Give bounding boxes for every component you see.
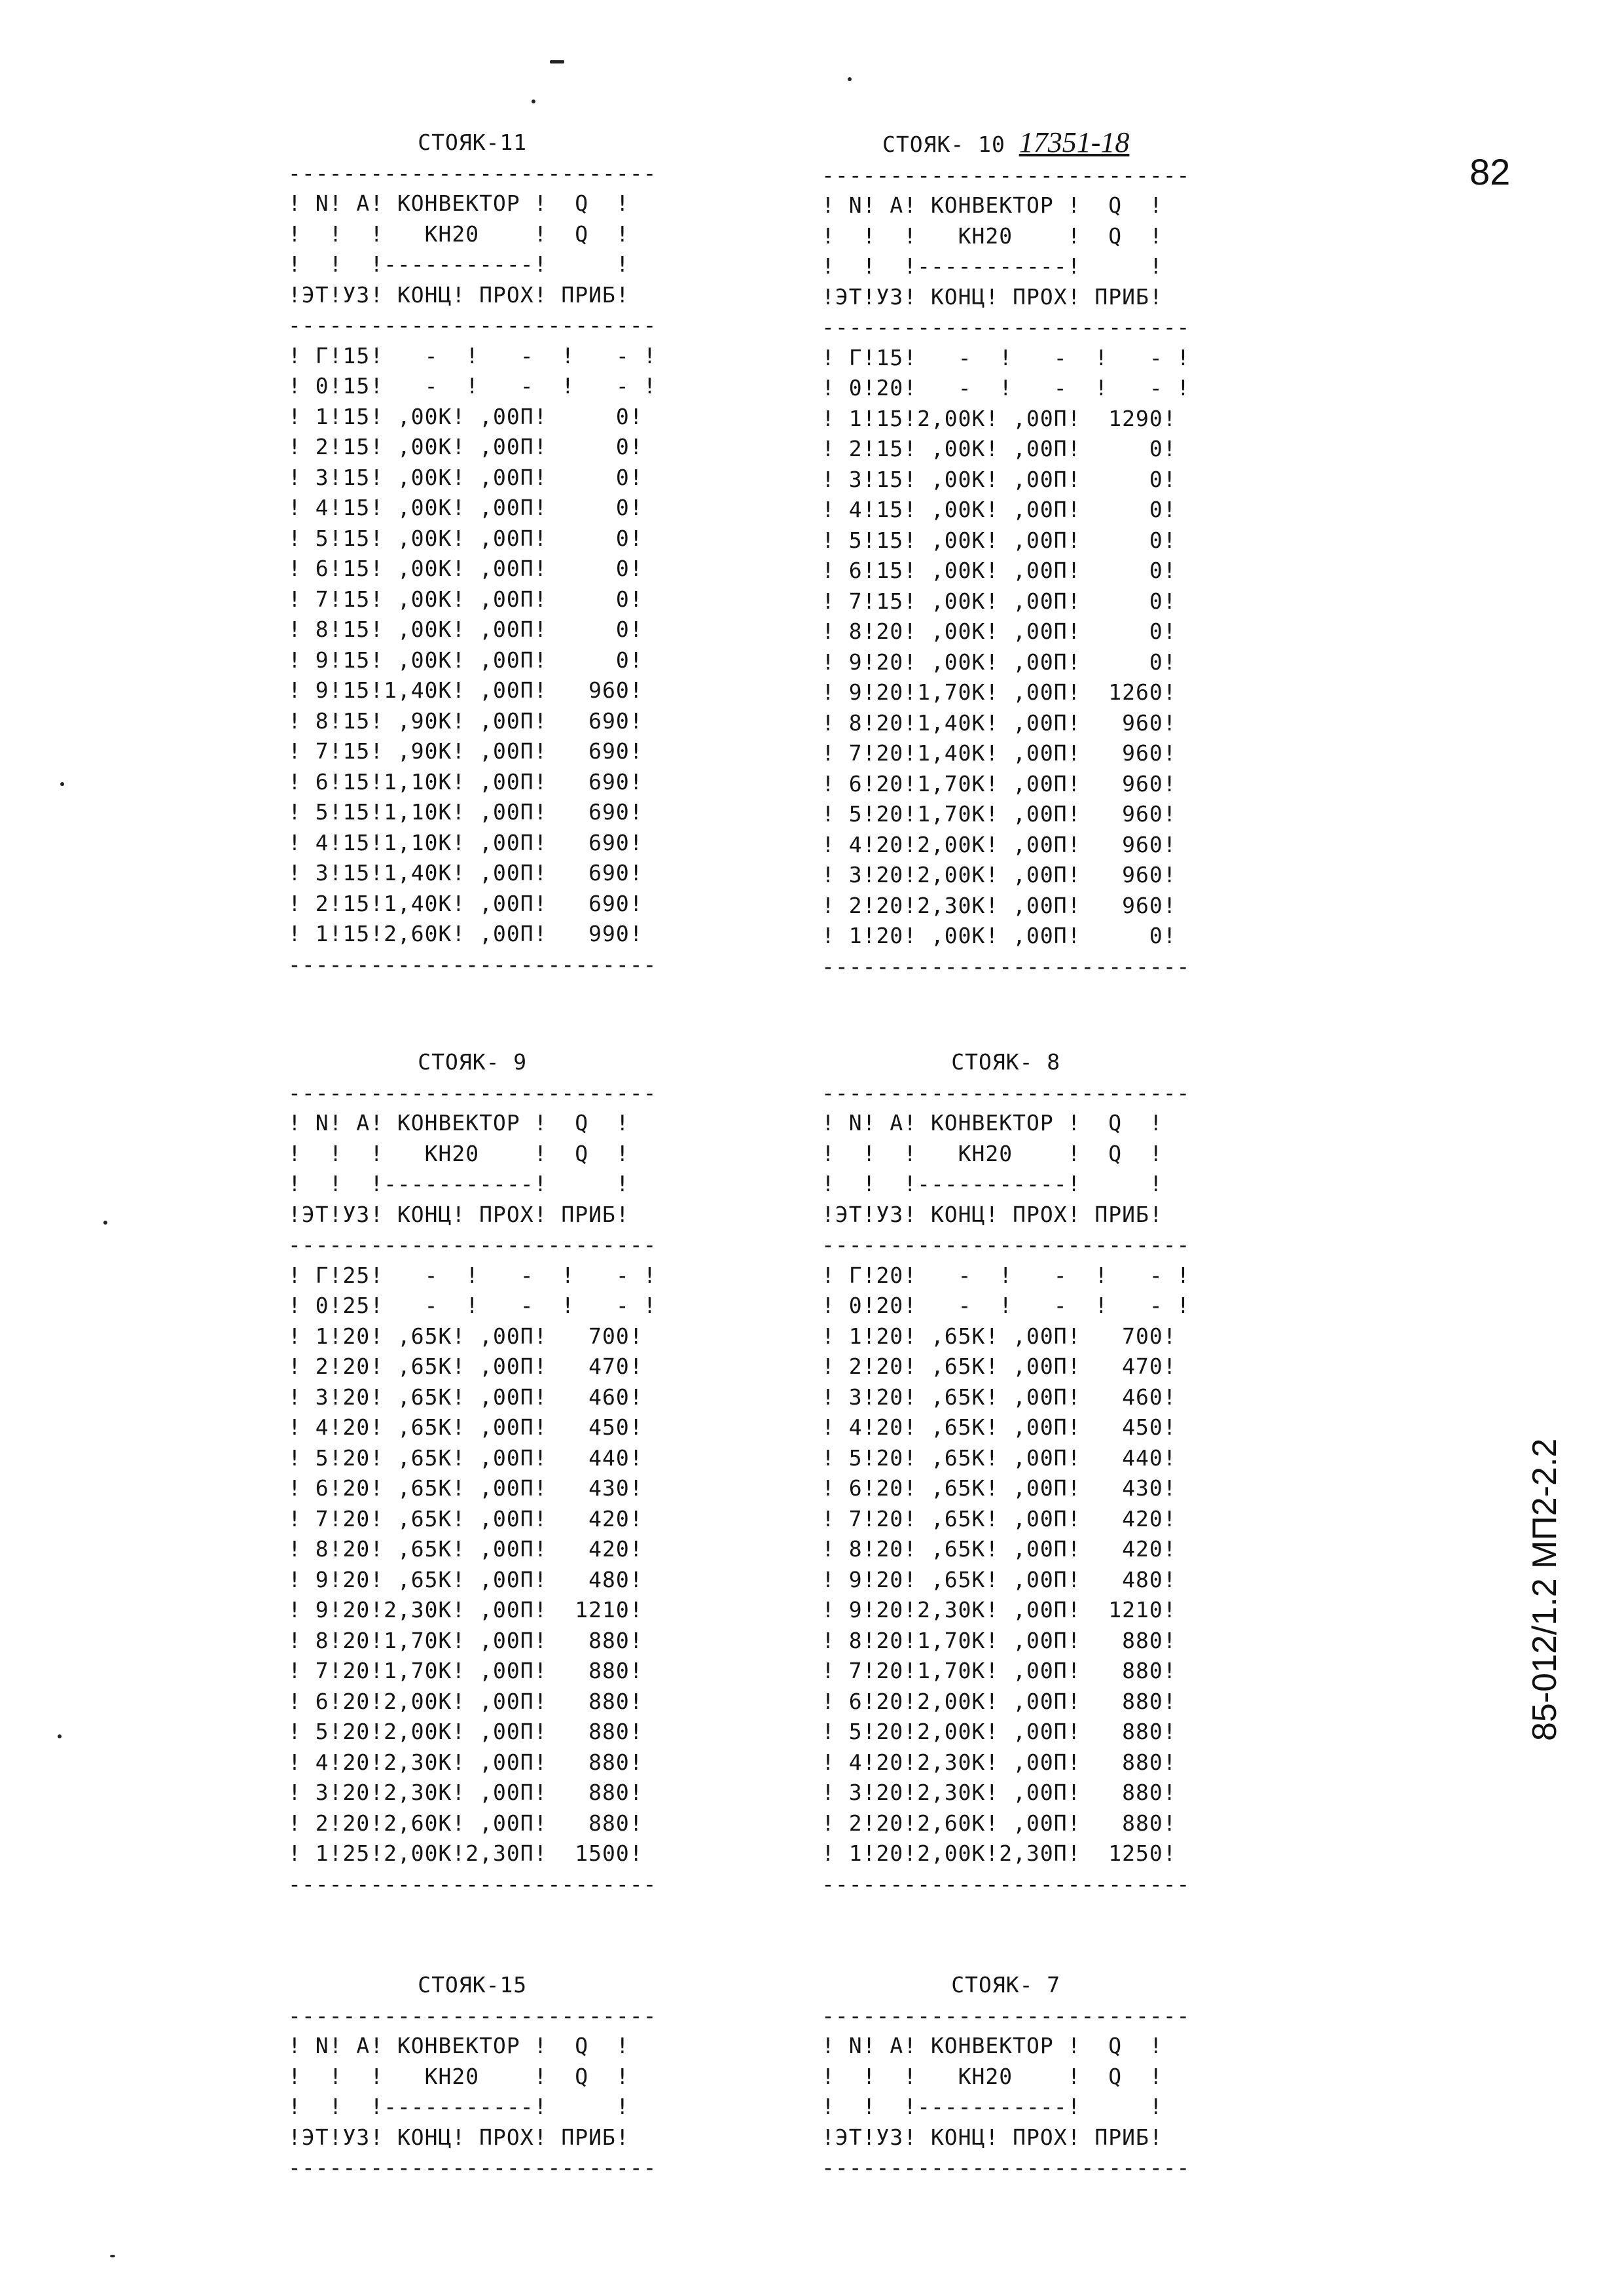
table-header-line: ! ! ! КН20 ! Q ! [821, 223, 1163, 249]
rule-line: --------------------------- [288, 2155, 657, 2180]
table-row: ! 2!20!2,60К! ,00П! 880! [288, 1810, 643, 1836]
table-row: ! 8!20!1,40К! ,00П! 960! [821, 709, 1177, 736]
table-row: ! 9!20!1,70К! ,00П! 1260! [821, 679, 1177, 705]
table-header-line: ! N! А! КОНВЕКТОР ! Q ! [821, 192, 1163, 218]
table-row: ! 7!20!1,70К! ,00П! 880! [288, 1658, 643, 1683]
table-row: ! 1!20! ,65К! ,00П! 700! [821, 1323, 1177, 1349]
table-row: ! 6!20! ,65К! ,00П! 430! [288, 1475, 643, 1501]
scan-speck [532, 99, 535, 103]
table-header-line: !ЭТ!УЗ! КОНЦ! ПРОХ! ПРИБ! [821, 283, 1163, 310]
table-header-line: ! N! А! КОНВЕКТОР ! Q ! [288, 190, 630, 216]
riser-table-stoyak-7 [821, 1970, 1190, 2183]
riser-table-stoyak-11 [288, 128, 657, 980]
table-row: ! 3!15! ,00К! ,00П! 0! [288, 464, 643, 490]
table-row: ! 9!20! ,65К! ,00П! 480! [821, 1566, 1177, 1592]
table-row: ! 6!20!2,00К! ,00П! 880! [821, 1688, 1177, 1714]
table-row: ! 8!20! ,65К! ,00П! 420! [821, 1536, 1177, 1562]
table-row: ! 0!20! - ! - ! - ! [821, 375, 1191, 401]
table-row: ! Г!20! - ! - ! - ! [821, 1262, 1191, 1288]
table-row: ! 8!20! ,00К! ,00П! 0! [821, 619, 1177, 644]
table-row: ! 6!20! ,65К! ,00П! 430! [821, 1475, 1177, 1501]
table-header-line: ! ! ! КН20 ! Q ! [288, 2063, 630, 2089]
table-header-line: ! ! !-----------! ! [821, 2094, 1163, 2119]
table-row: ! 6!20!1,70К! ,00П! 960! [821, 770, 1177, 797]
riser-table-stoyak-8 [821, 1047, 1190, 1899]
table-header-line: ! ! !-----------! ! [288, 2094, 630, 2119]
rule-line: --------------------------- [821, 953, 1191, 979]
rule-line: --------------------------- [288, 2002, 657, 2028]
riser-title-text: СТОЯК- 9 [418, 1049, 528, 1075]
table-header-line: !ЭТ!УЗ! КОНЦ! ПРОХ! ПРИБ! [288, 2124, 630, 2150]
table-row: ! 3!20!2,30К! ,00П! 880! [821, 1780, 1177, 1805]
table-row: ! 5!20!2,00К! ,00П! 880! [821, 1719, 1177, 1744]
table-row: ! 1!15!2,60К! ,00П! 990! [288, 921, 643, 946]
riser-title [821, 1047, 1190, 1078]
table-row: ! 5!20!1,70К! ,00П! 960! [821, 801, 1177, 827]
table-row: ! 6!15! ,00К! ,00П! 0! [821, 558, 1177, 583]
table-row: ! 4!15! ,00К! ,00П! 0! [288, 495, 643, 520]
rule-line: --------------------------- [821, 1232, 1191, 1257]
table-header-line: !ЭТ!УЗ! КОНЦ! ПРОХ! ПРИБ! [821, 1201, 1163, 1227]
table-row: ! 9!20! ,00К! ,00П! 0! [821, 649, 1177, 675]
table-row: ! 7!20!1,40К! ,00П! 960! [821, 740, 1177, 766]
riser-title-text: СТОЯК-15 [418, 1972, 528, 1998]
table-header-line: ! ! ! КН20 ! Q ! [288, 221, 630, 247]
scan-speck [550, 60, 564, 63]
rule-line: --------------------------- [821, 1079, 1191, 1105]
rule-line: --------------------------- [288, 312, 657, 338]
table-header-line: ! ! ! КН20 ! Q ! [821, 1140, 1163, 1166]
table-row: ! 5!15!1,10К! ,00П! 690! [288, 799, 643, 825]
table-header-line: ! N! А! КОНВЕКТОР ! Q ! [821, 1110, 1163, 1136]
table-header-line: !ЭТ!УЗ! КОНЦ! ПРОХ! ПРИБ! [821, 2124, 1163, 2150]
table-row: ! 7!20!1,70К! ,00П! 880! [821, 1658, 1177, 1683]
riser-title-text: СТОЯК- 10 [882, 132, 1005, 157]
table-row: ! 3!15!1,40К! ,00П! 690! [288, 860, 643, 886]
table-row: ! 5!15! ,00К! ,00П! 0! [288, 525, 643, 551]
table-row: ! 3!20!2,00К! ,00П! 960! [821, 862, 1177, 888]
rule-line: --------------------------- [288, 1079, 657, 1105]
table-row: ! 8!20!1,70К! ,00П! 880! [288, 1627, 643, 1653]
table-header-line: ! ! ! КН20 ! Q ! [288, 1140, 630, 1166]
table-row: ! 6!20!2,00К! ,00П! 880! [288, 1688, 643, 1714]
scan-speck [103, 1221, 107, 1225]
table-row: ! 3!20!2,30К! ,00П! 880! [288, 1780, 643, 1805]
table-row: ! 2!20!2,60К! ,00П! 880! [821, 1810, 1177, 1836]
table-row: ! 6!15!1,10К! ,00П! 690! [288, 768, 643, 795]
scan-speck [848, 77, 852, 81]
table-row: ! 0!25! - ! - ! - ! [288, 1293, 657, 1318]
riser-title-text: СТОЯК- 8 [951, 1049, 1061, 1075]
table-header-line: ! N! А! КОНВЕКТОР ! Q ! [821, 2033, 1163, 2058]
table-header-line: ! N! А! КОНВЕКТОР ! Q ! [288, 1110, 630, 1136]
rule-line: --------------------------- [288, 1871, 657, 1897]
table-header-line: !ЭТ!УЗ! КОНЦ! ПРОХ! ПРИБ! [288, 1201, 630, 1227]
table-row: ! 2!15! ,00К! ,00П! 0! [821, 436, 1177, 461]
table-header-line: ! ! ! КН20 ! Q ! [821, 2063, 1163, 2089]
rule-line: --------------------------- [288, 160, 657, 186]
table-row: ! 1!20!2,00К!2,30П! 1250! [821, 1840, 1177, 1866]
table-row: ! 8!15! ,90К! ,00П! 690! [288, 708, 643, 734]
table-row: ! 4!20! ,65К! ,00П! 450! [288, 1414, 643, 1440]
table-row: ! 0!20! - ! - ! - ! [821, 1293, 1191, 1318]
table-row: ! 4!20! ,65К! ,00П! 450! [821, 1414, 1177, 1440]
table-header-line: ! N! А! КОНВЕКТОР ! Q ! [288, 2033, 630, 2058]
table-row: ! 5!20!2,00К! ,00П! 880! [288, 1719, 643, 1744]
table-row: ! 1!15! ,00К! ,00П! 0! [288, 403, 643, 429]
table-row: ! 1!15!2,00К! ,00П! 1290! [821, 405, 1177, 431]
table-header-line: ! ! !-----------! ! [821, 1171, 1163, 1196]
rule-line: --------------------------- [821, 162, 1191, 188]
table-row: ! 7!15! ,00К! ,00П! 0! [288, 586, 643, 612]
table-row: ! 4!20!2,30К! ,00П! 880! [821, 1749, 1177, 1775]
table-row: ! 6!15! ,00К! ,00П! 0! [288, 556, 643, 581]
scan-speck [110, 2255, 115, 2257]
table-row: ! 3!20! ,65К! ,00П! 460! [288, 1384, 643, 1410]
table-row: ! Г!25! - ! - ! - ! [288, 1262, 657, 1288]
table-row: ! 3!20! ,65К! ,00П! 460! [821, 1384, 1177, 1410]
table-row: ! 8!20! ,65К! ,00П! 420! [288, 1536, 643, 1562]
handwritten-sheet-number: 17351-18 [1019, 126, 1130, 158]
table-row: ! 2!15!1,40К! ,00П! 690! [288, 890, 643, 916]
riser-table-stoyak-10 [821, 128, 1190, 982]
table-row: ! 9!20! ,65К! ,00П! 480! [288, 1566, 643, 1592]
table-row: ! 9!15! ,00К! ,00П! 0! [288, 647, 643, 673]
riser-table-stoyak-9 [288, 1047, 657, 1899]
table-row: ! 7!20! ,65К! ,00П! 420! [288, 1505, 643, 1532]
riser-title [821, 128, 1190, 160]
table-row: ! 3!15! ,00К! ,00П! 0! [821, 466, 1177, 492]
riser-title [821, 1970, 1190, 2001]
table-row: ! 4!20!2,30К! ,00П! 880! [288, 1749, 643, 1775]
table-row: ! 7!20! ,65К! ,00П! 420! [821, 1505, 1177, 1532]
table-row: ! 1!20! ,65К! ,00П! 700! [288, 1323, 643, 1349]
table-row: ! 9!20!2,30К! ,00П! 1210! [288, 1597, 643, 1623]
table-row: ! 8!20!1,70К! ,00П! 880! [821, 1627, 1177, 1653]
rule-line: --------------------------- [288, 951, 657, 977]
rule-line: --------------------------- [821, 314, 1191, 340]
table-header-line: ! ! !-----------! ! [288, 1171, 630, 1196]
table-row: ! 9!15!1,40К! ,00П! 960! [288, 677, 643, 703]
table-row: ! 5!15! ,00К! ,00П! 0! [821, 527, 1177, 553]
table-row: ! 2!20!2,30К! ,00П! 960! [821, 892, 1177, 918]
table-row: ! 2!15! ,00К! ,00П! 0! [288, 434, 643, 459]
rule-line: --------------------------- [821, 2002, 1191, 2028]
riser-title [288, 1970, 657, 2001]
table-row: ! 1!25!2,00К!2,30П! 1500! [288, 1840, 643, 1866]
table-row: ! 4!15!1,10К! ,00П! 690! [288, 829, 643, 855]
rule-line: --------------------------- [821, 2155, 1191, 2180]
table-header-line: !ЭТ!УЗ! КОНЦ! ПРОХ! ПРИБ! [288, 281, 630, 308]
table-row: ! 1!20! ,00К! ,00П! 0! [821, 923, 1177, 948]
document-code-vertical: 85-012/1.2 МП2-2.2 [1526, 1438, 1564, 1741]
riser-title [288, 128, 657, 158]
table-row: ! 9!20!2,30К! ,00П! 1210! [821, 1597, 1177, 1623]
table-row: ! 0!15! - ! - ! - ! [288, 373, 657, 399]
table-header-line: ! ! !-----------! ! [821, 253, 1163, 279]
table-row: ! 8!15! ,00К! ,00П! 0! [288, 617, 643, 642]
table-row: ! 7!15! ,90К! ,00П! 690! [288, 738, 643, 764]
table-row: ! 7!15! ,00К! ,00П! 0! [821, 588, 1177, 614]
table-header-line: ! ! !-----------! ! [288, 251, 630, 277]
rule-line: --------------------------- [821, 1871, 1191, 1897]
table-row: ! 4!15! ,00К! ,00П! 0! [821, 497, 1177, 522]
table-row: ! Г!15! - ! - ! - ! [821, 344, 1191, 370]
scan-speck [58, 1734, 62, 1738]
page-number: 82 [1470, 151, 1511, 192]
table-row: ! Г!15! - ! - ! - ! [288, 342, 657, 368]
table-row: ! 5!20! ,65К! ,00П! 440! [821, 1444, 1177, 1471]
table-row: ! 5!20! ,65К! ,00П! 440! [288, 1444, 643, 1471]
table-row: ! 4!20!2,00К! ,00П! 960! [821, 831, 1177, 857]
riser-title-text: СТОЯК- 7 [951, 1972, 1061, 1998]
scan-speck [60, 782, 64, 786]
table-row: ! 2!20! ,65К! ,00П! 470! [821, 1354, 1177, 1379]
table-row: ! 2!20! ,65К! ,00П! 470! [288, 1354, 643, 1379]
riser-title [288, 1047, 657, 1078]
riser-title-text: СТОЯК-11 [418, 130, 528, 155]
riser-table-stoyak-15 [288, 1970, 657, 2183]
rule-line: --------------------------- [288, 1232, 657, 1257]
